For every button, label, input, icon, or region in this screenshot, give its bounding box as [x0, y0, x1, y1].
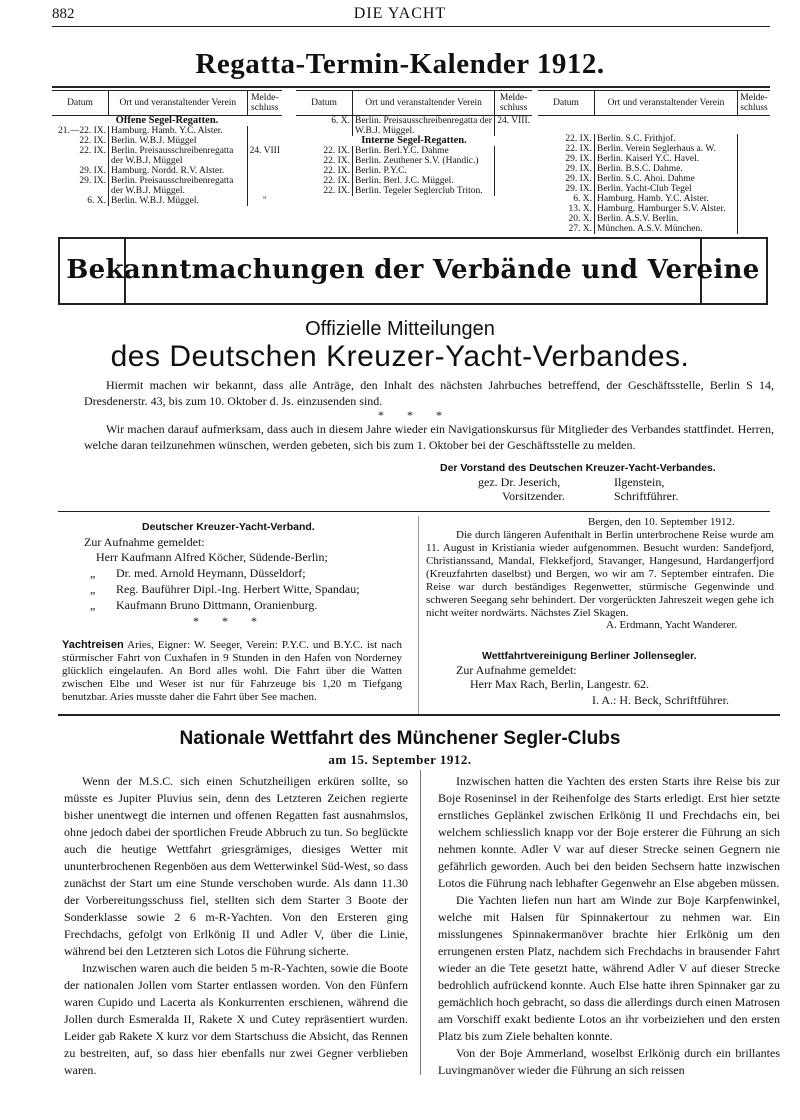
calendar-venue: Berlin. Verein Seglerhaus a. W. [595, 144, 738, 154]
calendar-row [52, 136, 282, 146]
calendar-row [538, 204, 770, 214]
member-name: Herr Kaufmann Alfred Köcher, Südende-Berlin; [96, 550, 328, 564]
column-divider [418, 516, 419, 716]
calendar-table-3 [538, 90, 770, 234]
calendar-date: 6. X. [87, 196, 106, 206]
calendar-deadline [247, 166, 282, 176]
calendar-date: 13. X. [568, 204, 592, 214]
calendar-row [296, 186, 532, 196]
calendar-deadline: " [247, 196, 282, 206]
col-melde: Melde- schluss [738, 91, 771, 116]
ditto-mark: „ [90, 566, 96, 580]
calendar-row [52, 146, 282, 166]
calendar-row [296, 176, 532, 186]
article-paragraph: Die Yachten liefen nun hart am Winde zur Boje Karpfenwinkel, welche mit Halsen für Spinnakertour zu nehmen war. Ein misslungenes Spinnakermanöver brachte hier Erlkönig um den errungenen ersten Platz, nachdem sich Frechdachs in brausender Fahrt wieder an die Tete gesetzt hatte, während Adler V auf dieser Strecke bedrohlich aufrückend konnte. Auch Else hatte ihren Spinnaker gar zu gemächlich hoch gebracht, so dass die allerdings durch einen Matrosen am Vorschiff exakt bediente Lotos an ihr vorbeiziehen und den ersten Platz bis zum Ziele behalten konnte. [438, 893, 780, 1043]
calendar-venue: Berlin. S.C. Ahoi. Dahme [595, 174, 738, 184]
calendar-row [538, 144, 770, 154]
article-column-right [438, 773, 780, 1079]
yachtreisen-paragraph [62, 639, 402, 704]
calendar-top-rule [52, 86, 770, 88]
calendar-venue: Hamburg. Hamb. Y.C. Alster. [595, 194, 738, 204]
verband-heading: Deutscher Kreuzer-Yacht-Verband. [142, 521, 315, 533]
calendar-venue: Hamburg. Hamb. Y.C. Alster. [109, 126, 248, 136]
calendar-date: 22. IX. [323, 156, 350, 166]
calendar-date: 29. IX. [565, 184, 592, 194]
header-rule [52, 26, 770, 27]
calendar-date: 22. IX. [565, 144, 592, 154]
calendar-table-2 [296, 90, 532, 196]
calendar-venue: Berlin. Yacht-Club Tegel [595, 184, 738, 194]
article-subtitle: am 15. September 1912. [328, 752, 472, 767]
signature-name-2: Ilgenstein, [614, 475, 665, 489]
calendar-date: 27. X. [568, 224, 592, 234]
article-title: Nationale Wettfahrt des Münchener Segler-Clubs [179, 728, 621, 749]
article-top-rule [58, 714, 780, 716]
col-ort: Ort und veranstaltender Verein [109, 91, 248, 116]
calendar-deadline [247, 126, 282, 136]
calendar-deadline [738, 154, 771, 164]
calendar-row [296, 146, 532, 156]
bergen-report: Die durch längeren Aufenthalt in Berlin unterbrochene Reise wurde am 11. August in Kristiania wieder aufgenommen. Besucht wurden: Sandefjord, Christianssand, Mandal, Flekkefjord, Stavanger, Hangesund, Hardangerfjord (Kreuzfahrten daselbst) und Bergen, wo wir am 7. September eintrafen. Die Reise war durch beständiges Regenwetter, stürmische Gegenwinde und schweren Seegang sehr behindert. Der vorgerückten Jahreszeit wegen gehe ich nicht weiter nordwärts. Nächstes Ziel Skagen. [426, 529, 774, 619]
calendar-row [538, 134, 770, 144]
member-entry [84, 549, 424, 565]
announcement-paragraph-1: Hiermit machen wir bekannt, dass alle Anträge, den Inhalt des nächsten Jahrbuches betreffend, der Geschäftsstelle, Berlin S 14, Dresdenerstr. 43, bis zum 10. Oktober d. Js. einzusenden sind. [84, 378, 774, 408]
calendar-venue: Hamburg. Hamburger S.V. Alster. [595, 204, 738, 214]
calendar-date: 22. IX. [79, 136, 106, 146]
calendar-venue: Berlin. B.S.C. Dahme. [595, 164, 738, 174]
col-datum: Datum [296, 91, 353, 116]
calendar-row [296, 156, 532, 166]
calendar-row [52, 166, 282, 176]
announcement-paragraph-2: Wir machen darauf aufmerksam, dass auch in diesem Jahre wieder ein Navigationskursus für Mitglieder des Verbandes stattfindet. Herren, welche daran teilzunehmen wünschen, werden gebeten, sich bis zum 1. Oktober bei der Geschäftsstelle zu melden. [84, 422, 774, 452]
calendar-venue: Berlin. W.B.J. Müggel [109, 136, 248, 146]
calendar-deadline: 24. VIII. [495, 116, 532, 137]
calendar-deadline [738, 184, 771, 194]
calendar-venue: Berlin. S.C. Frithjof. [595, 134, 738, 144]
col-datum: Datum [52, 91, 109, 116]
calendar-venue: Berlin. Tegeler Seglerclub Triton. [353, 186, 495, 196]
calendar-date: 29. IX. [79, 166, 106, 176]
calendar-row [538, 184, 770, 194]
calendar-venue: Berlin. Preisausschreibenregatta der W.B.J. Müggel. [353, 116, 495, 137]
calendar-row [52, 176, 282, 196]
calendar-title: Regatta-Termin-Kalender 1912. [195, 48, 605, 80]
article-paragraph: Inzwischen waren auch die beiden 5 m-R-Yachten, sowie die Boote der nationalen Jollen vom Starter entlassen worden. Von den Fünfern waren Cupido und Lacerta als Konkurrenten erschienen, während die Jollen durch Esmeralda II, Rakete X und Cutey repräsentiert wurden. Leider gab Rakete X kurz vor dem Startschuss die Absicht, das Rennen zu bestreiten, auf, so dass hier ebenfalls nur zwei Gegner verblieben waren. [64, 961, 408, 1077]
association-heading: des Deutschen Kreuzer-Yacht-Verbandes. [110, 340, 690, 373]
calendar-venue: Berlin. Kaiserl Y.C. Havel. [595, 154, 738, 164]
calendar-venue: Berlin. P.Y.C. [353, 166, 495, 176]
calendar-deadline [495, 176, 532, 186]
ditto-mark: „ [90, 582, 96, 596]
calendar-deadline [738, 194, 771, 204]
running-title: DIE YACHT [353, 5, 447, 22]
member-list [84, 549, 424, 613]
calendar-row [52, 126, 282, 136]
calendar-row [52, 196, 282, 206]
calendar-date: 29. IX. [565, 164, 592, 174]
calendar-row [296, 116, 532, 137]
calendar-venue: Berlin. Preisausschreibenregatta der W.B.J. Müggel. [109, 176, 248, 196]
calendar-date: 20. X. [568, 214, 592, 224]
calendar-venue: Berlin. Preisausschreibenregatta der W.B.J. Müggel [109, 146, 248, 166]
calendar-deadline: 24. VIII [247, 146, 282, 166]
section-offene: Offene Segel-Regatten. [115, 115, 219, 126]
admission-intro: Zur Aufnahme gemeldet: [84, 535, 205, 549]
separator-stars: * * * [378, 408, 452, 422]
calendar-row [538, 154, 770, 164]
calendar-venue: Berlin. Berl. J.C. Müggel. [353, 176, 495, 186]
calendar-date: 29. IX. [565, 174, 592, 184]
calendar-deadline [247, 136, 282, 146]
yachtreisen-label: Yachtreisen [62, 639, 124, 651]
calendar-deadline [738, 134, 771, 144]
member-name: Dr. med. Arnold Heymann, Düsseldorf; [116, 566, 306, 580]
calendar-date: 29. IX. [79, 176, 106, 186]
jollensegler-signature: I. A.: H. Beck, Schriftführer. [592, 693, 729, 707]
calendar-date: 6. X. [573, 194, 592, 204]
signature-role-2: Schriftführer. [614, 489, 679, 503]
jollensegler-member: Herr Max Rach, Berlin, Langestr. 62. [470, 677, 649, 691]
calendar-venue: Berlin. Zeuthener S.V. (Handic.) [353, 156, 495, 166]
signature-name-1: gez. Dr. Jeserich, [478, 475, 561, 489]
calendar-venue: Berlin. W.B.J. Müggel. [109, 196, 248, 206]
section-rule [58, 511, 770, 512]
calendar-date: 22. IX. [323, 186, 350, 196]
yachtreisen-text: Aries, Eigner: W. Seeger, Verein: P.Y.C. und B.Y.C. ist nach stürmischer Fahrt von Cuxhafen in 9 Stunden in den Hafen von Norderney glücklich eingelaufen. An Bord alles wohl. Die Fahrt über die Watten zwischen Elbe und Weser ist nur für Fahrzeuge bis 1,20 m Tiefgang benutzbar. Aries musste daher die Fahrt über See machen. [62, 639, 402, 703]
calendar-deadline [738, 144, 771, 154]
calendar-venue: Hamburg. Nordd. R.V. Alster. [109, 166, 248, 176]
col-melde: Melde- schluss [495, 91, 532, 116]
signature-role-1: Vorsitzender. [502, 489, 565, 503]
calendar-date: 22. IX. [323, 176, 350, 186]
ditto-mark: „ [90, 598, 96, 612]
col-datum: Datum [538, 91, 595, 116]
calendar-deadline [738, 214, 771, 224]
member-name: Kaufmann Bruno Dittmann, Oranienburg. [116, 598, 318, 612]
calendar-date: 22. IX. [323, 166, 350, 176]
col-ort: Ort und veranstaltender Verein [595, 91, 738, 116]
col-melde: Melde- schluss [247, 91, 282, 116]
page-number: 882 [52, 6, 75, 22]
article-column-divider [420, 770, 421, 1075]
calendar-deadline [247, 176, 282, 196]
col-ort: Ort und veranstaltender Verein [353, 91, 495, 116]
official-heading: Offizielle Mitteilungen [305, 318, 495, 340]
calendar-date: 29. IX. [565, 154, 592, 164]
member-entry [84, 565, 424, 581]
calendar-row [538, 174, 770, 184]
article-paragraph: Wenn der M.S.C. sich einen Schutzheiligen erküren sollte, so müsste es Jupiter Pluvius sein, denn des Letzteren Zeichen regierte bisher unentwegt die internen und offenen Regatten fast ausnahmslos, ohne jedoch dabei der sportlichen Freude Abbruch zu tun. So beglückte auch die heutige Wettfahrt griesgrämiges, diesiges Wetter mit ununterbrochenen Regenböen aus dem Wetterwinkel Süd-West, so dass zunächst der Start um eine Stunde verschoben wurde. Als dann 11.30 der Vorbereitungsschuss fiel, stellten sich dem Starter 3 Boote der Sonderklasse sowie 2 6 m-R-Yachten. Von den Ersteren ging Frechdachs, gefolgt von Erlkönig II und Adler V, über die Linie, während bei den Letzteren sich Lotos die Führung sicherte. [64, 774, 408, 958]
calendar-deadline [738, 204, 771, 214]
calendar-table-1 [52, 90, 282, 206]
bergen-signature: A. Erdmann, Yacht Wanderer. [606, 619, 738, 631]
article-column-left [64, 773, 408, 1079]
banner-title: Bekanntmachungen der Verbände und Vereine [66, 255, 760, 285]
calendar-deadline [495, 186, 532, 196]
calendar-venue: Berlin. A.S.V. Berlin. [595, 214, 738, 224]
article-paragraph: Von der Boje Ammerland, woselbst Erlkönig durch ein brillantes Luvingmanöver wieder die Führung an sich reissen [438, 1046, 780, 1077]
calendar-deadline [738, 164, 771, 174]
article-paragraph: Inzwischen hatten die Yachten des ersten Starts ihre Reise bis zur Boje Roseninsel in der Reihenfolge des Starts erledigt. Erst hier setzte ernstliches Geplänkel zwischen Erlkönig II und Frechdachs ein, bei welchem schliesslich knapp vor der Boje ersterer die Führung an sich nehmen konnte. Adler V war auf dieser Strecke seinen Gegnern nie gefährlich geworden. Auch bei den beiden Sechsern hatte inzwischen Lotos die Führung nach lebhafter Gegenwehr an Else abgeben müssen. [438, 774, 780, 890]
separator-stars-left: * * * [193, 614, 267, 628]
calendar-date: 22. IX. [323, 146, 350, 156]
calendar-date: 6. X. [331, 116, 350, 126]
calendar-row [538, 164, 770, 174]
section-interne: Interne Segel-Regatten. [361, 135, 467, 146]
member-entry [84, 581, 424, 597]
calendar-venue: Berlin. Berl.Y.C. Dahme [353, 146, 495, 156]
member-entry [84, 597, 424, 613]
calendar-date: 22. IX. [79, 146, 106, 156]
member-name: Reg. Bauführer Dipl.-Ing. Herbert Witte, Spandau; [116, 582, 360, 596]
calendar-row [538, 194, 770, 204]
calendar-deadline [495, 156, 532, 166]
calendar-deadline [738, 174, 771, 184]
jollensegler-intro: Zur Aufnahme gemeldet: [456, 663, 577, 677]
announcements-banner [58, 237, 768, 305]
calendar-deadline [738, 224, 771, 234]
jollensegler-heading: Wettfahrtvereinigung Berliner Jollensegler. [482, 650, 697, 662]
calendar-row [296, 166, 532, 176]
calendar-venue: München. A.S.V. München. [595, 224, 738, 234]
bergen-dateline: Bergen, den 10. September 1912. [588, 516, 735, 528]
calendar-row [538, 224, 770, 234]
calendar-date: 21.—22. IX. [57, 126, 106, 136]
calendar-deadline [495, 166, 532, 176]
calendar-deadline [495, 146, 532, 156]
signature-organisation: Der Vorstand des Deutschen Kreuzer-Yacht-Verbandes. [440, 462, 716, 474]
calendar-row [538, 214, 770, 224]
calendar-date: 22. IX. [565, 134, 592, 144]
